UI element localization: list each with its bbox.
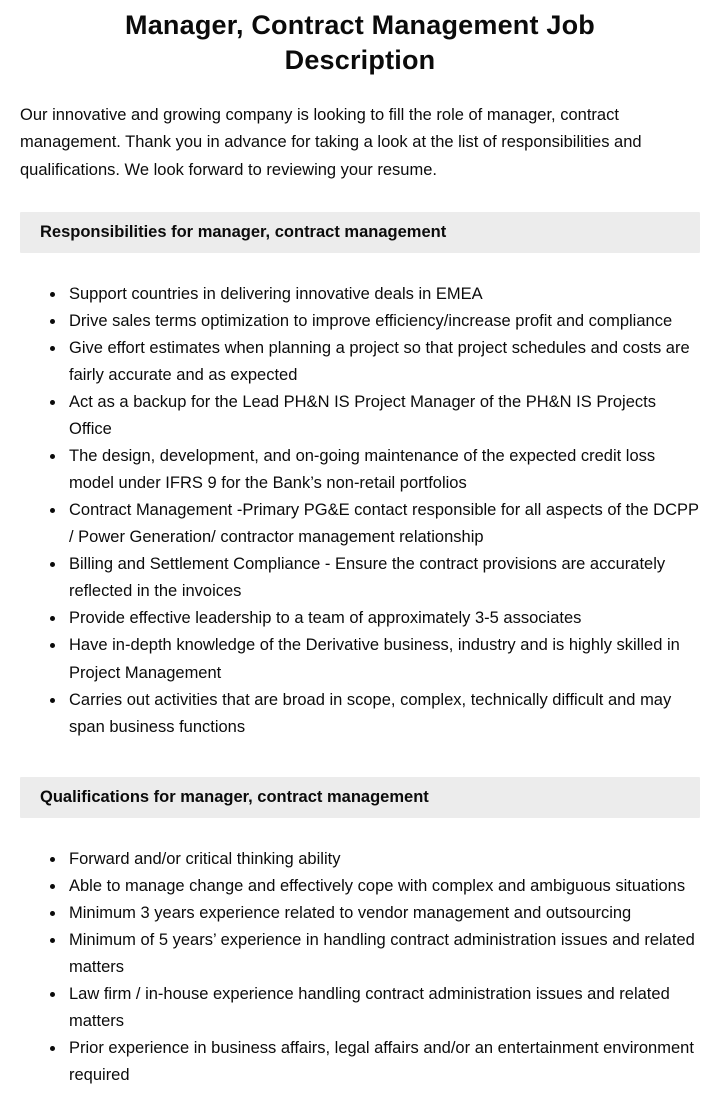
list-item: • The design, development, and on-going maintenance of the expected credit loss model under IFRS 9 for the Bank’s non-retail portfolios [66, 443, 700, 497]
intro-paragraph: Our innovative and growing company is looking to fill the role of manager, contract management. Thank you in advance for taking a look at the list of responsibilities and qualifications. We look forward to reviewing your resume. [20, 106, 642, 179]
list-item: • Carries out activities that are broad in scope, complex, technically difficult and may span business functions [66, 687, 700, 741]
list-item: • Give effort estimates when planning a project so that project schedules and costs are fairly accurate and as expected [66, 335, 700, 389]
responsibilities-section-header: Responsibilities for manager, contract management [20, 212, 700, 253]
list-item: • Provide effective leadership to a team of approximately 3-5 associates [66, 605, 700, 632]
list-item: • Act as a backup for the Lead PH&N IS Project Manager of the PH&N IS Projects Office [66, 389, 700, 443]
qualifications-list [20, 846, 700, 1089]
list-item: • Minimum 3 years experience related to vendor management and outsourcing [66, 900, 700, 927]
list-item: • Support countries in delivering innovative deals in EMEA [66, 281, 700, 308]
list-item: • Drive sales terms optimization to improve efficiency/increase profit and compliance [66, 308, 700, 335]
responsibilities-list [20, 281, 700, 741]
list-item: • Law firm / in-house experience handling contract administration issues and related matters [66, 981, 700, 1035]
list-item: • Contract Management -Primary PG&E contact responsible for all aspects of the DCPP / Power Generation/ contractor management relationship [66, 497, 700, 551]
list-item: • Prior experience in business affairs, legal affairs and/or an entertainment environment required [66, 1035, 700, 1089]
list-item: • Able to manage change and effectively cope with complex and ambiguous situations [66, 873, 700, 900]
list-item: • Have in-depth knowledge of the Derivative business, industry and is highly skilled in Project Management [66, 632, 700, 686]
list-item: • Billing and Settlement Compliance - Ensure the contract provisions are accurately reflected in the invoices [66, 551, 700, 605]
list-item: • Forward and/or critical thinking ability [66, 846, 700, 873]
qualifications-section-header: Qualifications for manager, contract management [20, 777, 700, 818]
list-item: • Minimum of 5 years’ experience in handling contract administration issues and related matters [66, 927, 700, 981]
page-title: Manager, Contract Management Job Description [125, 10, 595, 76]
